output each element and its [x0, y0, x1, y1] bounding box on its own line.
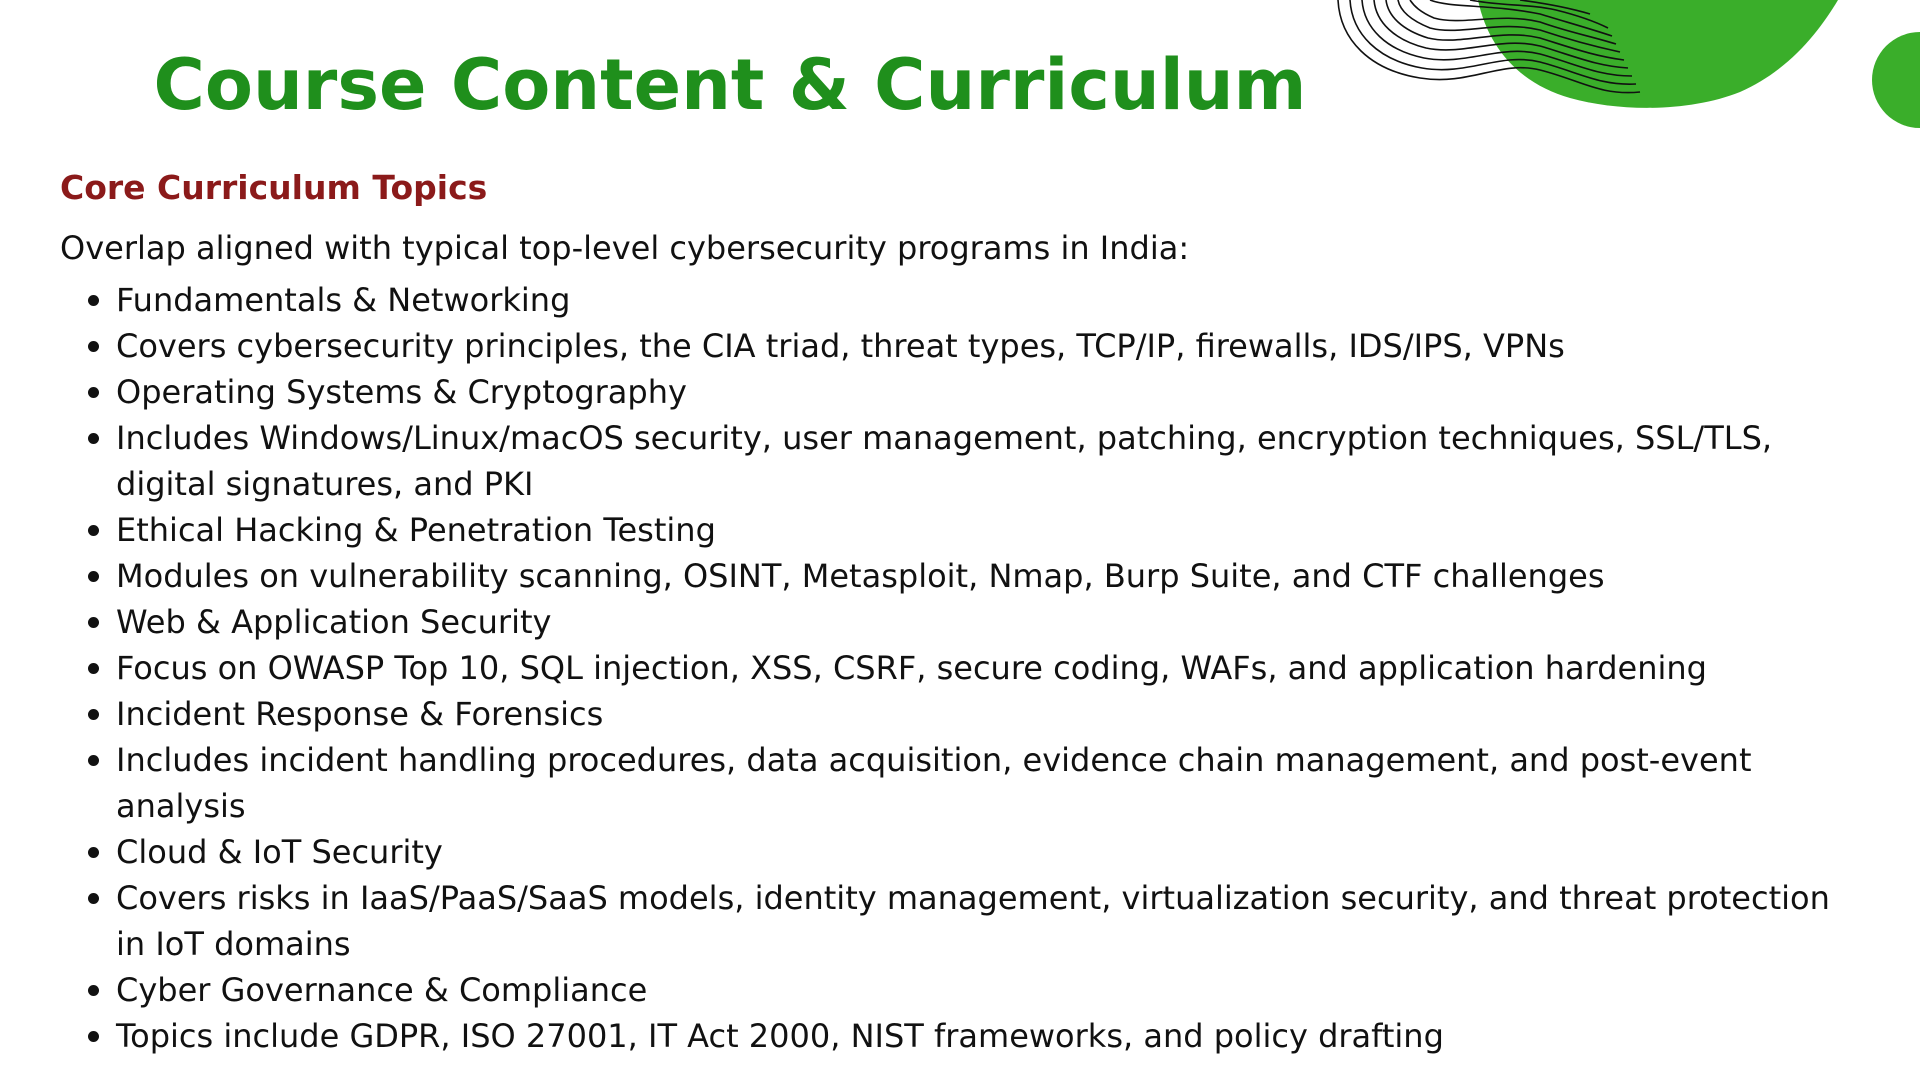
list-item: Fundamentals & Networking	[60, 277, 1860, 323]
list-item: Operating Systems & Cryptography	[60, 369, 1860, 415]
list-item: Cyber Governance & Compliance	[60, 967, 1860, 1013]
section-subheading: Core Curriculum Topics	[60, 168, 488, 207]
list-item: Includes Windows/Linux/macOS security, user management, patching, encryption techniques, SSL/TLS, digital signatures, and PKI	[60, 415, 1860, 507]
green-blob-shape	[1478, 0, 1838, 108]
list-item: Cloud & IoT Security	[60, 829, 1860, 875]
list-item: Covers risks in IaaS/PaaS/SaaS models, identity management, virtualization security, and threat protection in IoT domains	[60, 875, 1860, 967]
list-item: Topics include GDPR, ISO 27001, IT Act 2000, NIST frameworks, and policy drafting	[60, 1013, 1860, 1059]
list-item: Incident Response & Forensics	[60, 691, 1860, 737]
slide-title: Course Content & Curriculum	[153, 44, 1307, 126]
slide-content	[60, 168, 1860, 1059]
green-circle-shape	[1872, 32, 1920, 128]
list-item: Covers cybersecurity principles, the CIA triad, threat types, TCP/IP, firewalls, IDS/IPS, VPNs	[60, 323, 1860, 369]
list-item: Modules on vulnerability scanning, OSINT, Metasploit, Nmap, Burp Suite, and CTF challenges	[60, 553, 1860, 599]
list-item: Focus on OWASP Top 10, SQL injection, XSS, CSRF, secure coding, WAFs, and application hardening	[60, 645, 1860, 691]
intro-text: Overlap aligned with typical top-level cybersecurity programs in India:	[60, 229, 1190, 267]
list-item: Ethical Hacking & Penetration Testing	[60, 507, 1860, 553]
list-item: Includes incident handling procedures, data acquisition, evidence chain management, and post-event analysis	[60, 737, 1860, 829]
topics-list	[60, 277, 1860, 1059]
list-item: Web & Application Security	[60, 599, 1860, 645]
